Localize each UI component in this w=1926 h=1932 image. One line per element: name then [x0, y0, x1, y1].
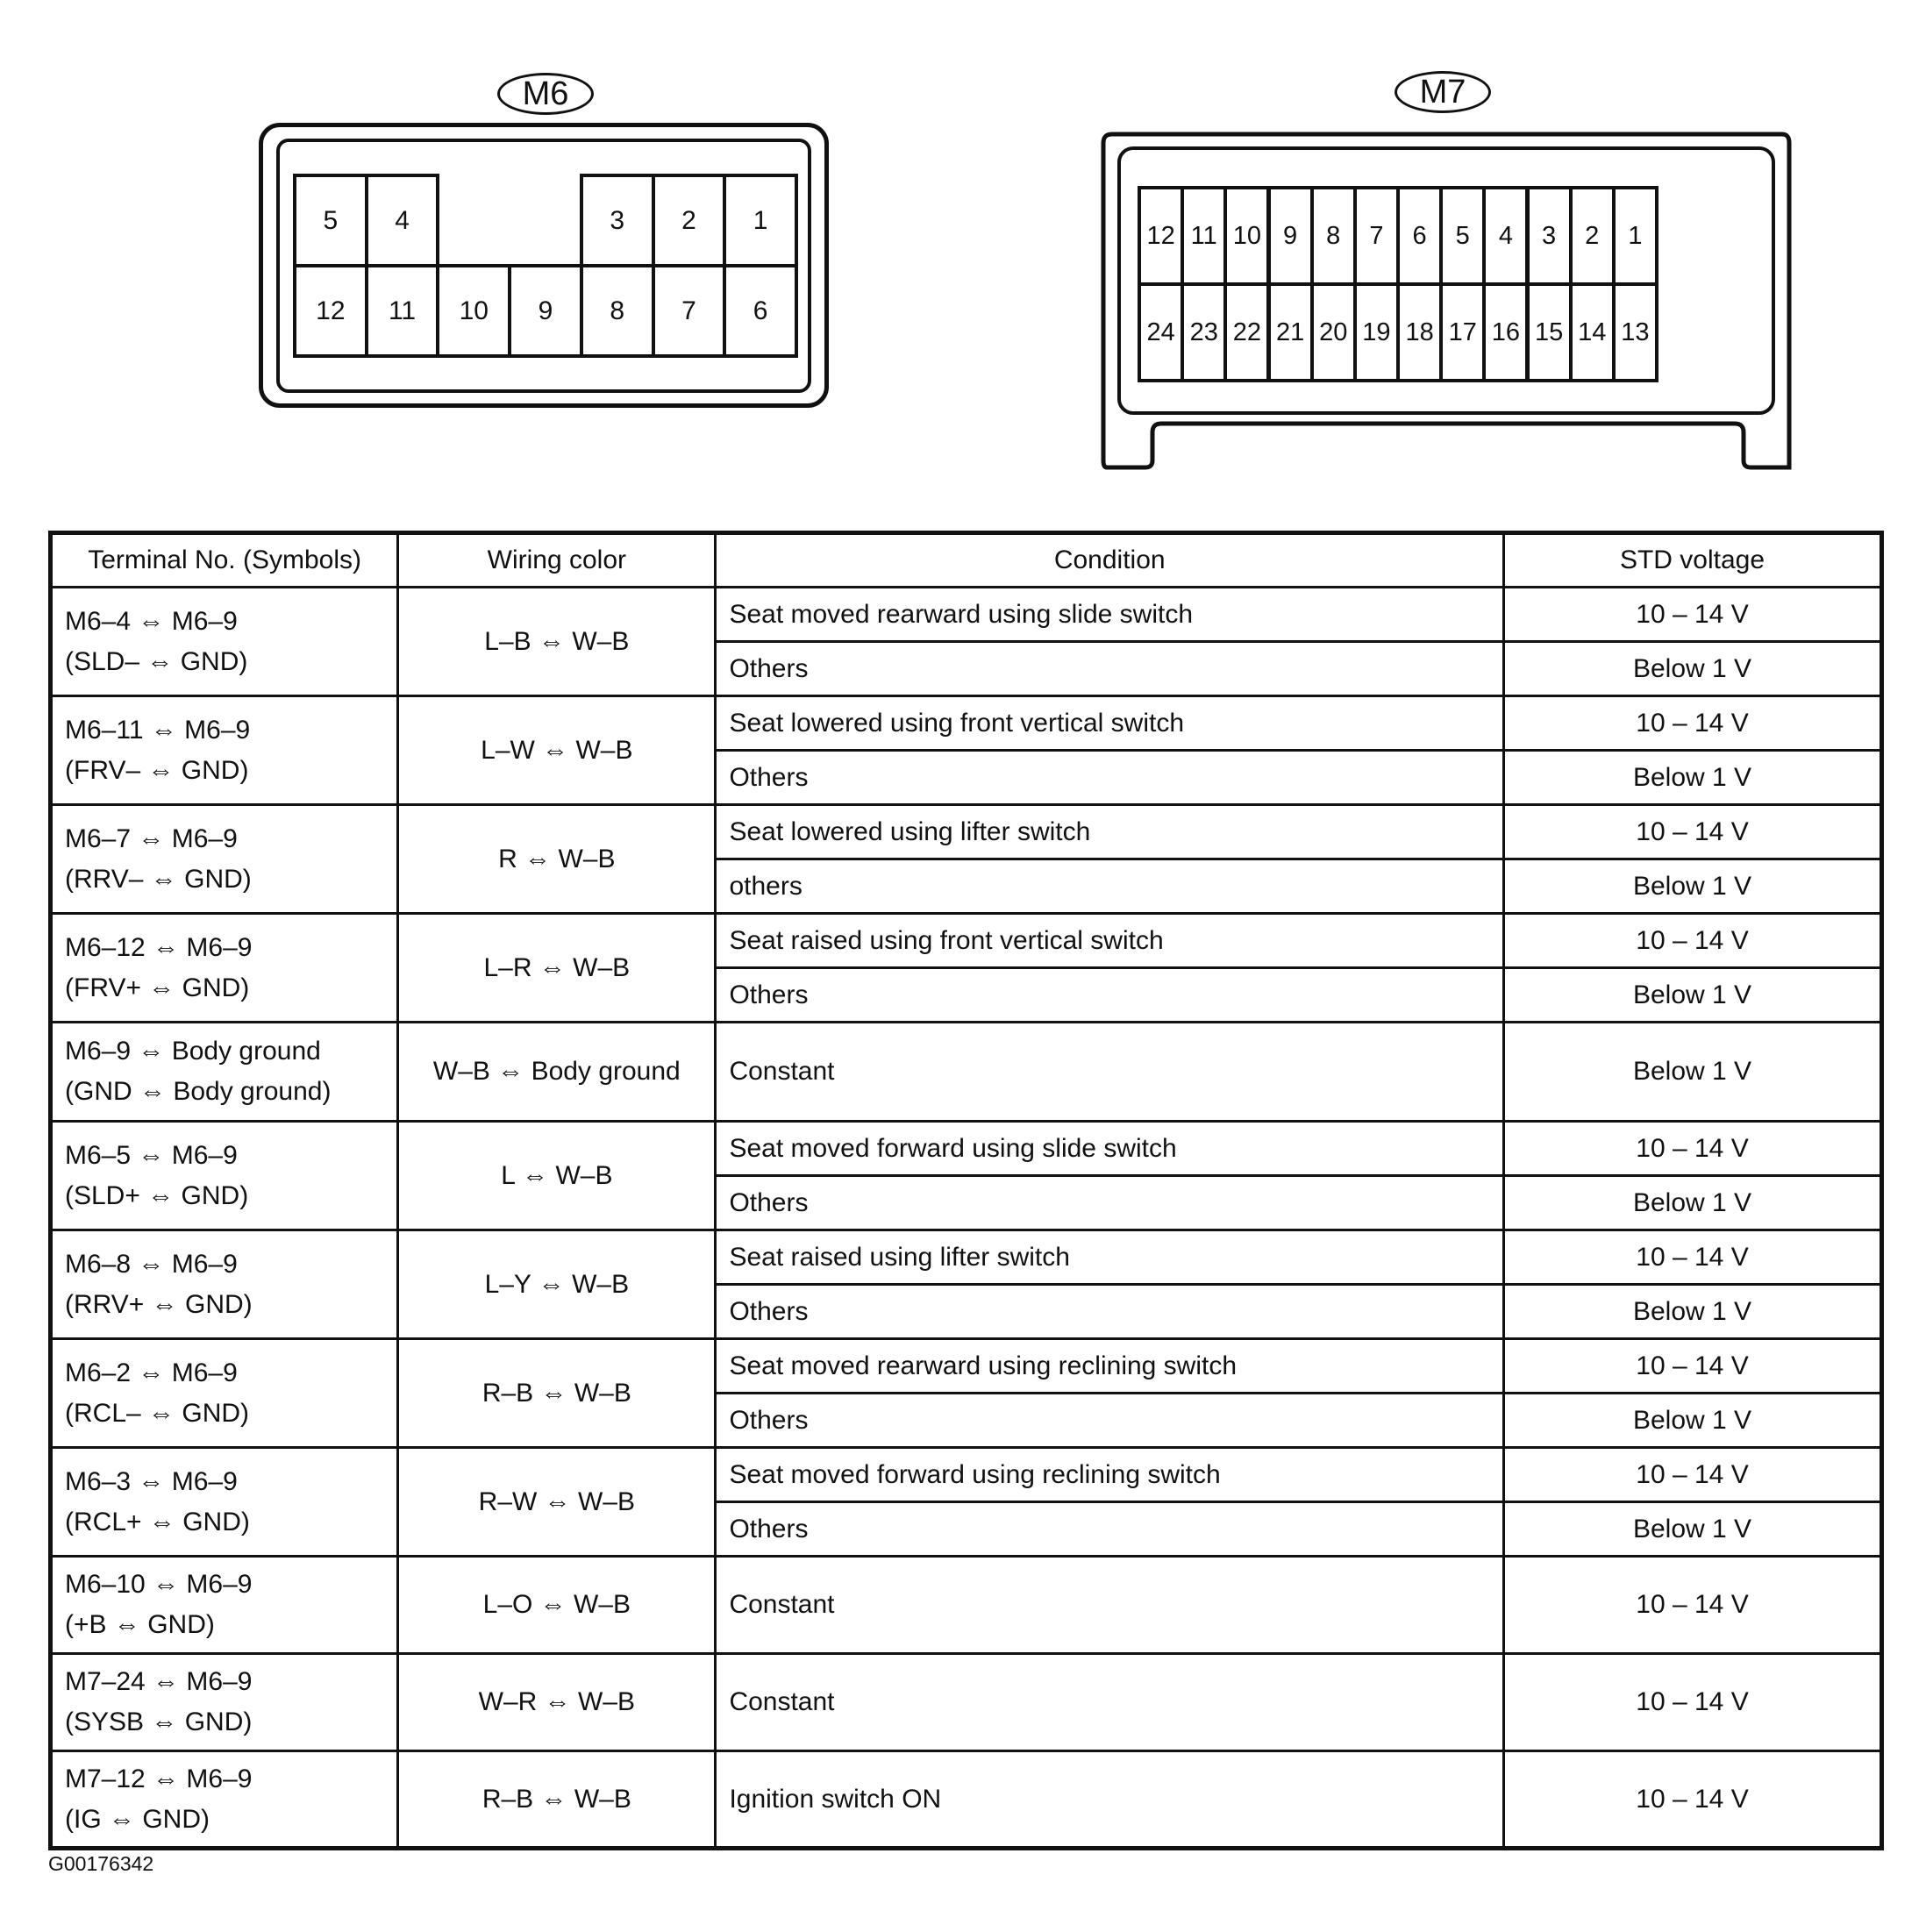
- terminal-symbols: (RRV– ⇔ GND): [65, 864, 252, 894]
- m7-pin-2: 2: [1569, 186, 1616, 286]
- terminal-cell: [51, 1122, 398, 1230]
- std-voltage-cell: 10 – 14 V: [1503, 805, 1881, 859]
- wiring-color-cell: R–B ⇔ W–B: [398, 1751, 716, 1849]
- m6-pin-slot-empty: [436, 174, 511, 267]
- std-voltage-cell: 10 – 14 V: [1503, 1751, 1881, 1849]
- table-row: [51, 1448, 1882, 1502]
- m7-pin-23: 23: [1181, 282, 1227, 382]
- table-row: [51, 805, 1882, 859]
- terminal-symbols: (SYSB ⇔ GND): [65, 1707, 253, 1736]
- terminal-symbols: (SLD– ⇔ GND): [65, 646, 248, 676]
- condition-cell: Ignition switch ON: [716, 1751, 1504, 1849]
- terminal-number: M6–5 ⇔ M6–9: [65, 1140, 238, 1170]
- condition-cell: others: [716, 859, 1504, 914]
- table-row: [51, 1751, 1882, 1849]
- condition-cell: Seat raised using lifter switch: [716, 1230, 1504, 1285]
- wiring-color-cell: L ⇔ W–B: [398, 1122, 716, 1230]
- table-row: [51, 1122, 1882, 1176]
- m7-pin-10: 10: [1223, 186, 1270, 286]
- std-voltage-cell: 10 – 14 V: [1503, 696, 1881, 751]
- terminal-number: M6–4 ⇔ M6–9: [65, 606, 238, 636]
- std-voltage-cell: Below 1 V: [1503, 968, 1881, 1023]
- terminal-symbols: (FRV+ ⇔ GND): [65, 973, 250, 1002]
- condition-cell: Others: [716, 1176, 1504, 1230]
- m7-pin-20: 20: [1310, 282, 1357, 382]
- terminal-symbols: (+B ⇔ GND): [65, 1610, 215, 1639]
- terminal-cell: [51, 914, 398, 1023]
- m7-pin-grid: [1138, 186, 1655, 382]
- m7-pin-21: 21: [1267, 282, 1314, 382]
- terminal-symbols: (RCL– ⇔ GND): [65, 1398, 250, 1428]
- m7-pin-22: 22: [1223, 282, 1270, 382]
- m7-pin-16: 16: [1482, 282, 1529, 382]
- m7-connector-label: M7: [1395, 71, 1491, 113]
- header-terminal: Terminal No. (Symbols): [51, 533, 398, 588]
- m7-pin-4: 4: [1482, 186, 1529, 286]
- table-row: [51, 696, 1882, 751]
- m7-pin-11: 11: [1181, 186, 1227, 286]
- header-wiring-color: Wiring color: [398, 533, 716, 588]
- condition-cell: Constant: [716, 1654, 1504, 1751]
- std-voltage-cell: Below 1 V: [1503, 1023, 1881, 1122]
- header-std-voltage: STD voltage: [1503, 533, 1881, 588]
- figure-id: G00176342: [48, 1852, 154, 1875]
- m7-pin-8: 8: [1310, 186, 1357, 286]
- condition-cell: Seat moved rearward using slide switch: [716, 588, 1504, 642]
- m6-pin-9: 9: [508, 264, 583, 358]
- terminal-number: M6–9 ⇔ Body ground: [65, 1037, 321, 1066]
- m7-pin-24: 24: [1138, 282, 1184, 382]
- terminal-cell: [51, 1339, 398, 1448]
- wiring-color-cell: R–W ⇔ W–B: [398, 1448, 716, 1557]
- m6-pin-12: 12: [293, 264, 368, 358]
- wiring-color-cell: L–Y ⇔ W–B: [398, 1230, 716, 1339]
- terminal-cell: [51, 1023, 398, 1122]
- condition-cell: Seat raised using front vertical switch: [716, 914, 1504, 968]
- terminal-symbols: (GND ⇔ Body ground): [65, 1077, 332, 1106]
- terminal-number: M6–3 ⇔ M6–9: [65, 1466, 238, 1496]
- wiring-color-cell: L–W ⇔ W–B: [398, 696, 716, 805]
- std-voltage-cell: Below 1 V: [1503, 1176, 1881, 1230]
- std-voltage-cell: Below 1 V: [1503, 1394, 1881, 1448]
- table-header-row: [51, 533, 1882, 588]
- std-voltage-cell: Below 1 V: [1503, 1285, 1881, 1339]
- wiring-color-cell: L–R ⇔ W–B: [398, 914, 716, 1023]
- terminal-cell: [51, 1230, 398, 1339]
- table-row: [51, 1339, 1882, 1394]
- m6-pin-slot-empty: [508, 174, 583, 267]
- condition-cell: Seat moved rearward using reclining switch: [716, 1339, 1504, 1394]
- m7-pin-6: 6: [1396, 186, 1443, 286]
- m7-pin-14: 14: [1569, 282, 1616, 382]
- terminal-number: M6–8 ⇔ M6–9: [65, 1249, 238, 1279]
- terminal-number: M6–7 ⇔ M6–9: [65, 823, 238, 853]
- terminal-number: M6–2 ⇔ M6–9: [65, 1358, 238, 1387]
- terminal-cell: [51, 1557, 398, 1654]
- m7-pin-17: 17: [1439, 282, 1486, 382]
- std-voltage-cell: 10 – 14 V: [1503, 588, 1881, 642]
- terminal-symbols: (RRV+ ⇔ GND): [65, 1289, 253, 1319]
- table-row: [51, 1023, 1882, 1122]
- m7-pin-1: 1: [1612, 186, 1658, 286]
- terminal-symbols: (SLD+ ⇔ GND): [65, 1180, 249, 1210]
- m6-pin-11: 11: [365, 264, 440, 358]
- terminal-cell: [51, 588, 398, 696]
- m7-pin-9: 9: [1267, 186, 1314, 286]
- condition-cell: Constant: [716, 1557, 1504, 1654]
- wiring-color-cell: W–B ⇔ Body ground: [398, 1023, 716, 1122]
- wiring-color-cell: W–R ⇔ W–B: [398, 1654, 716, 1751]
- m6-pin-7: 7: [652, 264, 727, 358]
- m7-pin-7: 7: [1353, 186, 1400, 286]
- m7-pin-13: 13: [1612, 282, 1658, 382]
- m7-pin-3: 3: [1526, 186, 1573, 286]
- std-voltage-cell: 10 – 14 V: [1503, 1230, 1881, 1285]
- std-voltage-cell: 10 – 14 V: [1503, 914, 1881, 968]
- wiring-color-cell: R ⇔ W–B: [398, 805, 716, 914]
- condition-cell: Others: [716, 968, 1504, 1023]
- m7-pin-5: 5: [1439, 186, 1486, 286]
- condition-cell: Others: [716, 1394, 1504, 1448]
- m7-pin-15: 15: [1526, 282, 1573, 382]
- terminal-number: M6–12 ⇔ M6–9: [65, 932, 253, 962]
- m7-pin-18: 18: [1396, 282, 1443, 382]
- table-row: [51, 1230, 1882, 1285]
- terminal-cell: [51, 1448, 398, 1557]
- std-voltage-cell: Below 1 V: [1503, 859, 1881, 914]
- wiring-color-cell: R–B ⇔ W–B: [398, 1339, 716, 1448]
- m7-pin-19: 19: [1353, 282, 1400, 382]
- terminal-voltage-table: [48, 531, 1884, 1850]
- std-voltage-cell: 10 – 14 V: [1503, 1448, 1881, 1502]
- std-voltage-cell: 10 – 14 V: [1503, 1122, 1881, 1176]
- terminal-cell: [51, 1654, 398, 1751]
- m6-pin-8: 8: [580, 264, 655, 358]
- condition-cell: Seat moved forward using slide switch: [716, 1122, 1504, 1176]
- condition-cell: Constant: [716, 1023, 1504, 1122]
- std-voltage-cell: 10 – 14 V: [1503, 1339, 1881, 1394]
- std-voltage-cell: 10 – 14 V: [1503, 1654, 1881, 1751]
- std-voltage-cell: Below 1 V: [1503, 1502, 1881, 1557]
- std-voltage-cell: Below 1 V: [1503, 751, 1881, 805]
- m6-pin-10: 10: [436, 264, 511, 358]
- m6-pin-6: 6: [723, 264, 798, 358]
- table-body: [51, 588, 1882, 1849]
- condition-cell: Seat lowered using front vertical switch: [716, 696, 1504, 751]
- terminal-number: M7–12 ⇔ M6–9: [65, 1764, 253, 1793]
- terminal-number: M6–11 ⇔ M6–9: [65, 715, 251, 745]
- condition-cell: Others: [716, 1502, 1504, 1557]
- terminal-number: M7–24 ⇔ M6–9: [65, 1667, 253, 1696]
- terminal-cell: [51, 805, 398, 914]
- condition-cell: Seat moved forward using reclining switch: [716, 1448, 1504, 1502]
- condition-cell: Others: [716, 751, 1504, 805]
- table-row: [51, 1557, 1882, 1654]
- table-row: [51, 914, 1882, 968]
- header-condition: Condition: [716, 533, 1504, 588]
- table-row: [51, 588, 1882, 642]
- terminal-symbols: (IG ⇔ GND): [65, 1804, 210, 1834]
- std-voltage-cell: 10 – 14 V: [1503, 1557, 1881, 1654]
- wiring-color-cell: L–B ⇔ W–B: [398, 588, 716, 696]
- terminal-number: M6–10 ⇔ M6–9: [65, 1570, 253, 1599]
- terminal-symbols: (FRV– ⇔ GND): [65, 755, 249, 785]
- m6-pin-1: 1: [723, 174, 798, 267]
- m6-pin-grid: [293, 174, 795, 354]
- m6-pin-4: 4: [365, 174, 440, 267]
- condition-cell: Others: [716, 642, 1504, 696]
- condition-cell: Seat lowered using lifter switch: [716, 805, 1504, 859]
- m6-pin-3: 3: [580, 174, 655, 267]
- wiring-color-cell: L–O ⇔ W–B: [398, 1557, 716, 1654]
- condition-cell: Others: [716, 1285, 1504, 1339]
- terminal-symbols: (RCL+ ⇔ GND): [65, 1507, 250, 1536]
- terminal-cell: [51, 696, 398, 805]
- m6-connector-label: M6: [497, 73, 594, 115]
- m6-pin-2: 2: [652, 174, 727, 267]
- m7-pin-12: 12: [1138, 186, 1184, 286]
- table-row: [51, 1654, 1882, 1751]
- std-voltage-cell: Below 1 V: [1503, 642, 1881, 696]
- m6-pin-5: 5: [293, 174, 368, 267]
- terminal-cell: [51, 1751, 398, 1849]
